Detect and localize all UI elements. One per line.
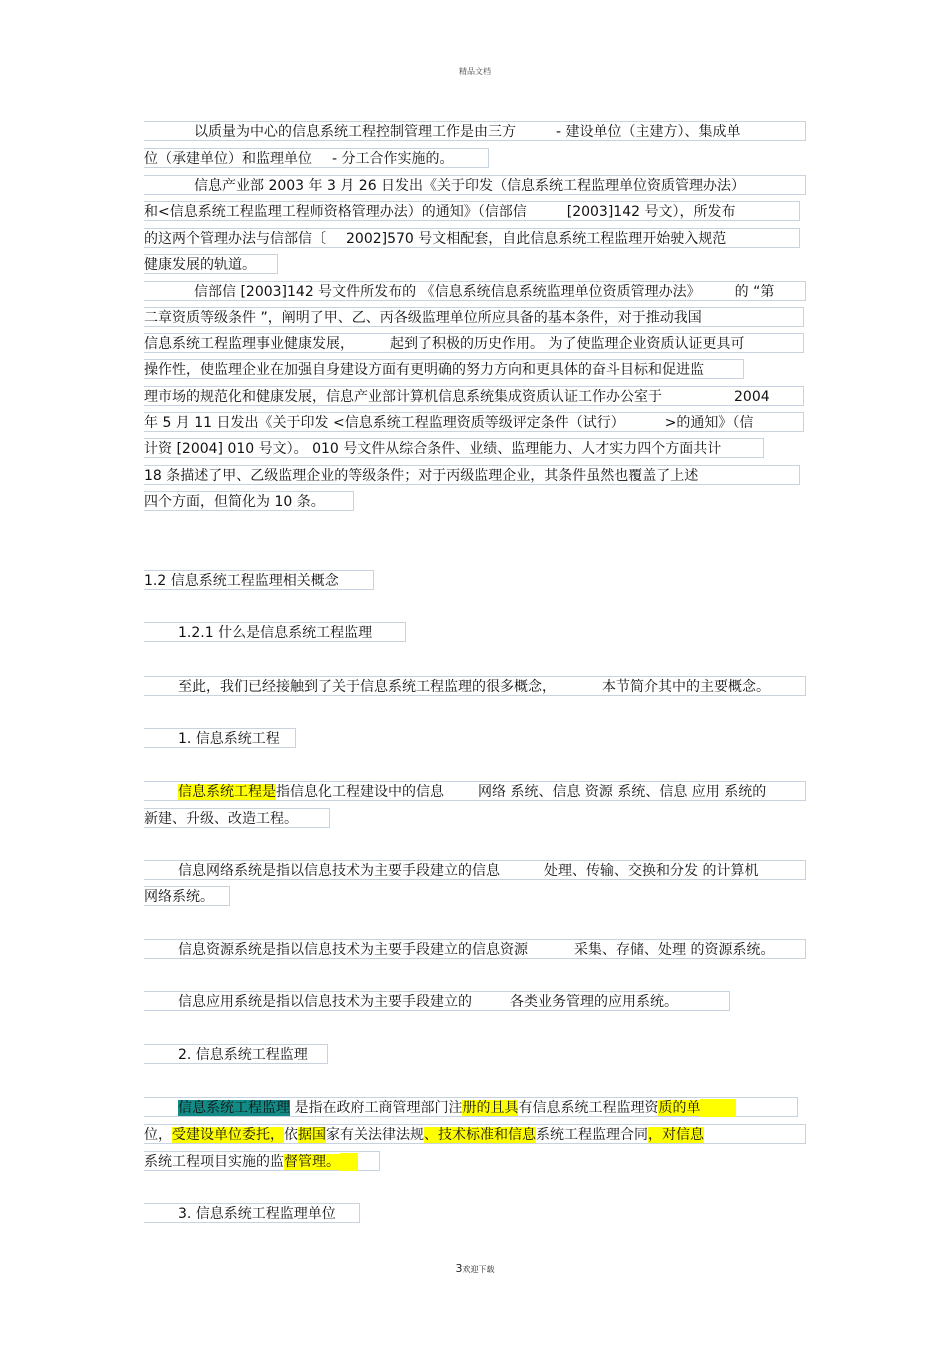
text-span: 各类业务管理的应用系统。 [510,994,678,1010]
text-span: 信息资源系统是指以信息技术为主要手段建立的信息资源 [178,942,528,958]
text-span: - 建设单位（主建方）、集成单 [556,124,741,140]
section-heading-1-2: 1.2 信息系统工程监理相关概念 [144,570,374,590]
definition-2-line-3 [144,1151,380,1171]
definition-1-line-1 [144,781,806,801]
text-span: [2003]142 号文），所发布 [566,204,736,220]
application-system-paragraph [144,991,730,1011]
highlight-span: 、技术标准和信息 [424,1127,536,1143]
paragraph-3-line-1 [144,281,806,301]
text-span: 和<信息系统工程监理工程师资格管理办法）的通知》（信部信 [144,204,527,220]
highlighted-term: 信息系统工程是 [178,784,276,800]
text-span: 信息应用系统是指以信息技术为主要手段建立的 [178,994,472,1010]
paragraph-3-line-9: 四个方面，但简化为 10 条。 [144,491,354,511]
definition-1-line-2: 新建、升级、改造工程。 [144,808,330,828]
text-span: 依 [284,1127,298,1143]
text-span: >的通知》（信 [664,415,754,431]
highlight-span: 据国 [298,1127,326,1143]
paragraph-2-line-3 [144,228,800,248]
paragraph-3-line-5 [144,386,804,406]
text-span: 系统工程项目实施的监 [144,1154,284,1170]
text-span: 系统工程监理合同 [536,1127,648,1143]
page-number: 3 [455,1262,463,1275]
paragraph-1-line-2 [144,148,489,168]
item-1-heading: 1. 信息系统工程 [144,728,296,748]
text-span: 以质量为中心的信息系统工程控制管理工作是由三方 [194,124,516,140]
paragraph-3-line-8: 18 条描述了甲、乙级监理企业的等级条件；对于丙级监理企业，其条件虽然也覆盖了上述 [144,465,800,485]
network-system-line-2: 网络系统。 [144,886,230,906]
paragraph-3-line-3 [144,333,804,353]
definition-2-line-2 [144,1124,806,1144]
text-span: 指信息化工程建设中的信息 [276,784,444,800]
text-span: 年 5 月 11 日发出《关于印发 <信息系统工程监理资质等级评定条件（试行） [144,415,625,431]
text-span: 至此，我们已经接触到了关于信息系统工程监理的很多概念， [178,679,556,695]
network-system-line-1 [144,860,806,880]
text-span: 信部信 [2003]142 号文件所发布的 《信息系统信息系统监理单位资质管理办法》 [194,284,701,300]
text-span: 是指在政府工商管理部门注 [290,1100,463,1116]
page-header: 精品文档 [459,67,491,76]
text-span: - 分工合作实施的。 [332,151,454,167]
highlight-span: ，对信息 [648,1127,704,1143]
text-span: 网络 系统、信息 资源 系统、信息 应用 系统的 [478,784,767,800]
page-footer [0,1262,950,1275]
paragraph-3-line-6 [144,412,804,432]
text-span: 采集、存储、处理 的资源系统。 [574,942,775,958]
text-span: 2004 [734,389,770,405]
item-2-heading: 2. 信息系统工程监理 [144,1044,328,1064]
paragraph-2-line-1: 信息产业部 2003 年 3 月 26 日发出《关于印发（信息系统工程监理单位资质管理办法） [144,175,806,195]
text-span: 位（承建单位）和监理单位 [144,151,312,167]
text-span: 的这两个管理办法与信部信〔 [144,231,326,247]
paragraph-3-line-7: 计资 [2004] 010 号文）。 010 号文件从综合条件、业绩、监理能力、人才实力四个方面共计 [144,438,764,458]
paragraph-2-line-4: 健康发展的轨道。 [144,254,278,274]
highlighted-term: 信息系统工程监理 [178,1100,290,1116]
paragraph-3-line-4: 操作性，使监理企业在加强自身建设方面有更明确的努力方向和更具体的奋斗目标和促进监 [144,359,744,379]
text-span: 处理、传输、交换和分发 的计算机 [544,863,759,879]
text-span: 2002]570 号文相配套，自此信息系统工程监理开始驶入规范 [346,231,727,247]
item-3-heading: 3. 信息系统工程监理单位 [144,1203,360,1223]
text-span: 起到了积极的历史作用。 为了使监理企业资质认证更具可 [390,336,745,352]
definition-2-line-1 [144,1097,798,1117]
highlight-span: 册的且具 [462,1100,519,1116]
paragraph-3-line-2: 二章资质等级条件 ”，阐明了甲、乙、丙各级监理单位所应具备的基本条件，对于推动我国 [144,307,804,327]
highlight-span: 受建设单位委托， [172,1127,284,1143]
footer-text: 欢迎下载 [462,1265,495,1274]
resource-system-paragraph [144,939,806,959]
text-span: 信息网络系统是指以信息技术为主要手段建立的信息 [178,863,500,879]
text-span: 有信息系统工程监理资 [518,1100,659,1116]
text-span: 的 “第 [734,284,775,300]
paragraph-1-line-1 [144,121,806,141]
text-span: 家有关法律法规 [326,1127,424,1143]
highlight-span: 质的单 [658,1100,701,1116]
section-heading-1-2-1: 1.2.1 什么是信息系统工程监理 [144,622,406,642]
text-span: 信息系统工程监理事业健康发展， [144,336,354,352]
text-span: 理市场的规范化和健康发展，信息产业部计算机信息系统集成资质认证工作办公室于 [144,389,662,405]
highlight-span: 督管理。 [284,1154,340,1170]
paragraph-2-line-2 [144,201,800,221]
intro-paragraph [144,676,806,696]
text-span: 本节简介其中的主要概念。 [602,679,770,695]
text-span: 位， [144,1127,172,1143]
